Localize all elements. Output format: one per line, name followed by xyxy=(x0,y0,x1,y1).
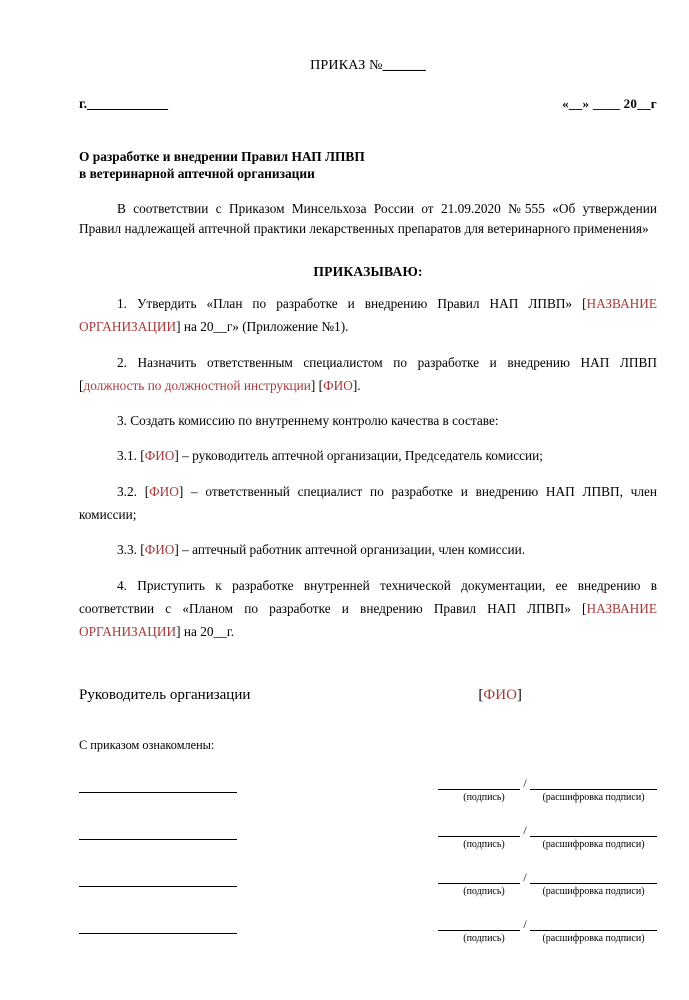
employee-name-line[interactable] xyxy=(79,779,237,793)
document-body xyxy=(79,0,657,963)
signature-caption: (подпись) xyxy=(463,792,505,804)
item-2-placeholder-1[interactable]: должность по должностной инструкции xyxy=(83,377,311,393)
place-label: г. xyxy=(79,96,87,111)
transcript-caption: (расшифровка подписи) xyxy=(542,886,645,898)
subject-line-1: О разработке и внедрении Правил НАП ЛПВП xyxy=(79,149,365,164)
signature-lines xyxy=(438,916,657,931)
signature-separator-slash: / xyxy=(523,917,527,932)
signature-caption: (подпись) xyxy=(463,839,505,851)
item-4-text-2: ] на 20__г. xyxy=(176,624,235,640)
signer-fio xyxy=(478,687,522,704)
signature-field-group xyxy=(438,775,657,803)
signature-row xyxy=(79,916,657,944)
transcript-line[interactable] xyxy=(530,916,657,931)
signature-lines xyxy=(438,869,657,884)
transcript-line[interactable] xyxy=(530,775,657,790)
order-number-blank[interactable]: ______ xyxy=(382,58,426,73)
signer-bracket-close: ] xyxy=(516,687,522,704)
signature-field-group xyxy=(438,916,657,944)
item-3-1 xyxy=(79,444,657,467)
order-title-text: ПРИКАЗ № xyxy=(310,58,383,73)
order-items xyxy=(79,292,657,643)
item-3 xyxy=(79,409,657,432)
signature-separator-slash: / xyxy=(523,870,527,885)
signature-separator-slash: / xyxy=(523,776,527,791)
signature-row xyxy=(79,822,657,850)
item-1-placeholder-1[interactable]: НАЗВАНИЕ ОРГАНИЗАЦИИ xyxy=(79,296,657,335)
signature-line[interactable] xyxy=(438,822,520,837)
item-3-2-text-0: 3.2. [ xyxy=(117,483,150,499)
item-3-1-placeholder-1[interactable]: ФИО xyxy=(144,448,175,464)
signature-line[interactable] xyxy=(438,916,520,931)
signer-fio-placeholder[interactable]: ФИО xyxy=(483,687,517,704)
signature-block xyxy=(79,775,657,944)
subject-line-2: в ветеринарной аптечной организации xyxy=(79,166,315,182)
acknowledgement-label: С приказом ознакомлены: xyxy=(79,738,215,753)
place-field xyxy=(79,96,168,112)
employee-name-line[interactable] xyxy=(79,873,237,887)
command-heading: ПРИКАЗЫВАЮ: xyxy=(313,264,423,280)
item-2-placeholder-3[interactable]: ФИО xyxy=(323,377,353,393)
item-2-text-0: 2. Назначить ответственным специалистом по разработке и внедрению НАП ЛПВП [ xyxy=(79,354,657,393)
transcript-line[interactable] xyxy=(530,822,657,837)
signature-caption: (подпись) xyxy=(463,886,505,898)
transcript-line[interactable] xyxy=(530,869,657,884)
place-date-row xyxy=(79,96,657,112)
transcript-caption: (расшифровка подписи) xyxy=(542,792,645,804)
item-3-3-text-0: 3.3. [ xyxy=(117,542,145,558)
transcript-caption: (расшифровка подписи) xyxy=(542,839,645,851)
signature-lines xyxy=(438,775,657,790)
signature-line[interactable] xyxy=(438,775,520,790)
signature-captions xyxy=(438,839,657,850)
item-3-2-placeholder-1[interactable]: ФИО xyxy=(149,483,179,499)
item-4 xyxy=(79,574,657,644)
item-3-3-placeholder-1[interactable]: ФИО xyxy=(144,542,175,558)
item-2-text-4: ]. xyxy=(352,377,361,393)
signature-captions xyxy=(438,886,657,897)
signature-row xyxy=(79,775,657,803)
signature-field-group xyxy=(438,869,657,897)
signature-separator-slash: / xyxy=(523,823,527,838)
item-1 xyxy=(79,292,657,339)
item-2-text-2: ] [ xyxy=(310,377,324,393)
subject-heading xyxy=(79,148,657,182)
item-4-placeholder-1[interactable]: НАЗВАНИЕ ОРГАНИЗАЦИИ xyxy=(79,600,657,640)
preamble-paragraph: В соответствии с Приказом Минсельхоза России от 21.09.2020 №555 «Об утверждении Правил надлежащей аптечной практики лекарственных препаратов для ветеринарного применения» xyxy=(79,201,657,236)
date-field[interactable]: «__» ____ 20__г xyxy=(562,96,657,111)
signature-caption: (подпись) xyxy=(463,933,505,945)
item-3-2 xyxy=(79,480,657,527)
signer-bracket-open: [ xyxy=(478,687,484,704)
signer-row xyxy=(79,687,657,704)
item-3-3-text-2: ] – аптечный работник аптечной организации, член комиссии. xyxy=(174,542,526,558)
employee-name-line[interactable] xyxy=(79,920,237,934)
signature-line[interactable] xyxy=(438,869,520,884)
signature-captions xyxy=(438,792,657,803)
item-3-2-text-2: ] – ответственный специалист по разработке и внедрению НАП ЛПВП, член комиссии; xyxy=(79,483,657,522)
item-3-3 xyxy=(79,538,657,561)
order-title xyxy=(79,0,657,74)
signature-captions xyxy=(438,933,657,944)
transcript-caption: (расшифровка подписи) xyxy=(542,933,645,945)
signature-field-group xyxy=(438,822,657,850)
employee-name-line[interactable] xyxy=(79,826,237,840)
signature-row xyxy=(79,869,657,897)
signature-lines xyxy=(438,822,657,837)
signer-role: Руководитель организации xyxy=(79,687,251,704)
item-3-1-text-0: 3.1. [ xyxy=(117,448,145,464)
item-3-1-text-2: ] – руководитель аптечной организации, Председатель комиссии; xyxy=(174,448,543,464)
item-1-text-0: 1. Утвердить «План по разработке и внедрению Правил НАП ЛПВП» [ xyxy=(117,296,587,312)
item-2 xyxy=(79,351,657,398)
item-4-text-0: 4. Приступить к разработке внутренней технической документации, ее внедрению в соответствии с «Планом по разработке и внедрению Правил НАП ЛПВП» [ xyxy=(79,577,657,616)
item-1-text-2: ] на 20__г» (Приложение №1). xyxy=(176,319,349,335)
place-blank[interactable]: ____________ xyxy=(86,96,168,111)
item-3-text-0: 3. Создать комиссию по внутреннему контролю качества в составе: xyxy=(117,413,499,429)
